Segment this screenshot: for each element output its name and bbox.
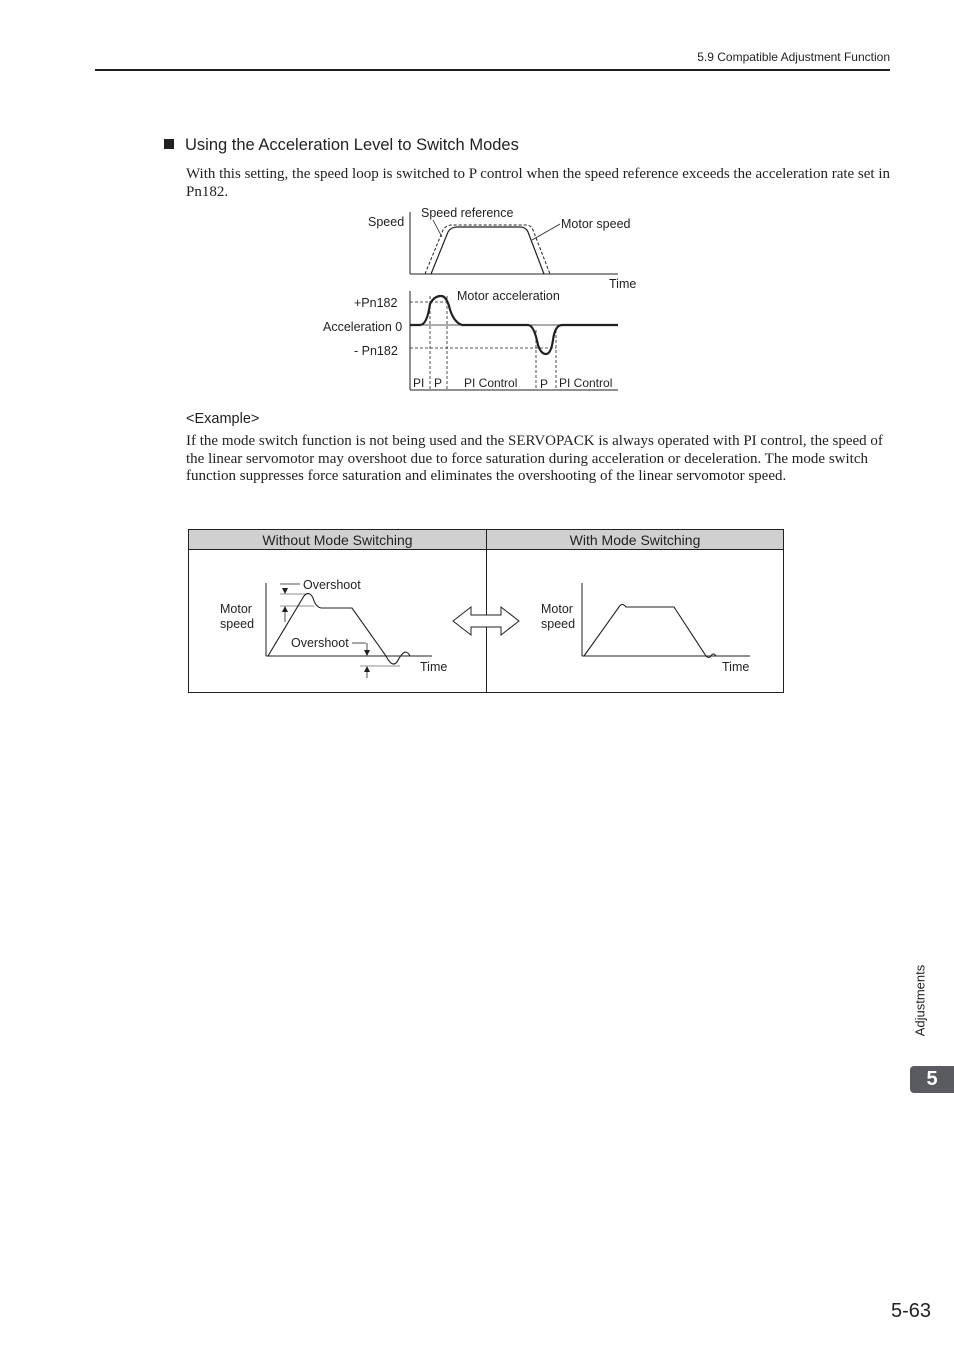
right-time-label: Time	[722, 660, 750, 674]
overshoot-top-arrow-down	[282, 588, 288, 594]
segment-pi-control-1: PI Control	[464, 376, 518, 390]
motor-speed-curve	[431, 227, 544, 274]
example-paragraph: If the mode switch function is not being used and the SERVOPACK is always operated with PI control, the speed of the linear servomotor may overshoot due to force saturation during acceleration or deceleration. The mode switch function suppresses force saturation and eliminates the overshooting of the linear servomotor speed.	[186, 433, 883, 485]
segment-pi-1: PI	[413, 376, 425, 390]
overshoot-bottom-arrow-up	[364, 666, 370, 672]
chapter-side-label: Adjustments	[912, 964, 928, 1037]
motor-acceleration-label: Motor acceleration	[457, 289, 560, 303]
left-overshoot-bottom-label: Overshoot	[291, 636, 349, 650]
running-head: 5.9 Compatible Adjustment Function	[697, 50, 890, 64]
left-motor-label: Motor	[220, 602, 252, 616]
comparison-double-arrow-icon	[453, 607, 519, 635]
minus-pn182-label: - Pn182	[354, 344, 398, 358]
motor-speed-label: Motor speed	[561, 217, 631, 231]
with-mode-switching-header: With Mode Switching	[487, 530, 783, 550]
speed-reference-leader	[433, 220, 442, 237]
segment-p-2: P	[540, 377, 549, 391]
segment-pi-control-2: PI Control	[559, 376, 613, 390]
square-bullet-icon	[164, 139, 174, 149]
comparison-graphs	[188, 550, 784, 692]
speed-axis-label: Speed	[368, 215, 405, 229]
speed-reference-label: Speed reference	[421, 206, 514, 220]
segment-p-1: P	[434, 376, 443, 390]
without-mode-switching-header: Without Mode Switching	[189, 530, 487, 550]
page-number: 5-63	[890, 1300, 931, 1322]
header-rule	[95, 69, 890, 71]
plus-pn182-label: +Pn182	[354, 296, 398, 310]
motor-speed-leader	[532, 224, 560, 240]
time-axis-label: Time	[609, 277, 637, 291]
speed-reference-curve	[425, 225, 550, 274]
left-overshoot-top-label: Overshoot	[303, 578, 361, 592]
right-speed-label: speed	[541, 617, 576, 631]
mode-switch-timing-diagram	[300, 200, 640, 395]
acceleration-zero-label: Acceleration 0	[323, 320, 403, 334]
left-speed-label: speed	[220, 617, 255, 631]
section-title: Using the Acceleration Level to Switch Modes	[185, 136, 519, 154]
left-overshoot-speed-curve	[268, 593, 410, 664]
chapter-number-tab[interactable]: 5	[910, 1066, 954, 1093]
section-heading	[164, 136, 519, 155]
overshoot-top-arrow-up	[282, 606, 288, 612]
example-label: <Example>	[186, 411, 260, 427]
right-speed-curve	[584, 605, 750, 658]
intro-paragraph: With this setting, the speed loop is switched to P control when the speed reference exceeds the acceleration rate set in Pn182.	[186, 166, 891, 200]
left-time-label: Time	[420, 660, 448, 674]
right-motor-label: Motor	[541, 602, 573, 616]
overshoot-bottom-arrow-down	[364, 650, 370, 656]
